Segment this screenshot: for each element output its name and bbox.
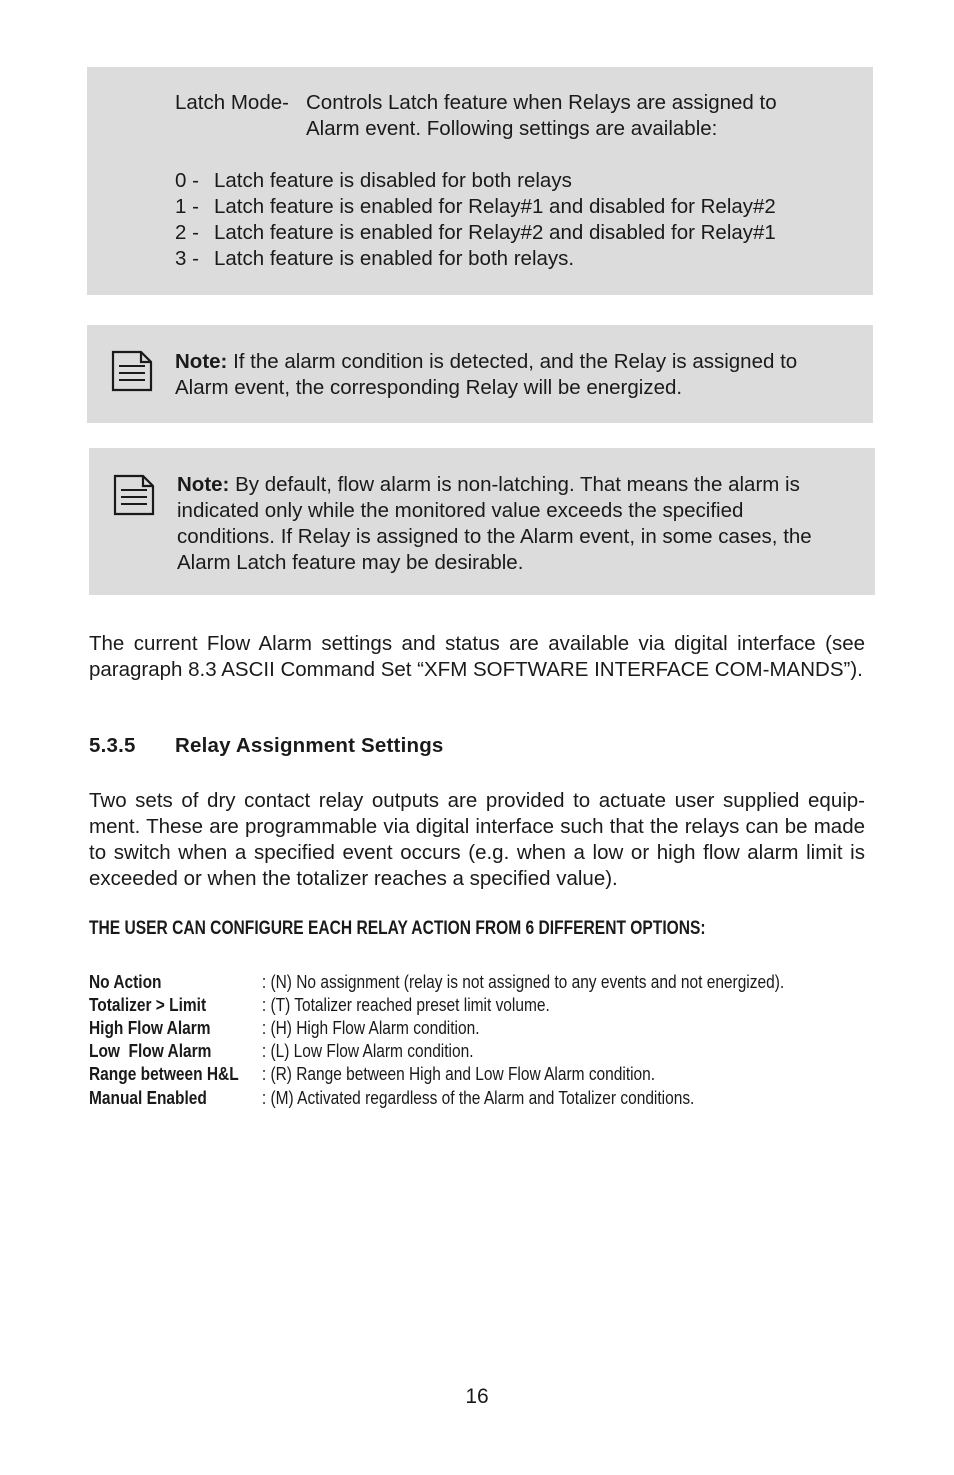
relay-option-name: Totalizer > Limit	[89, 995, 207, 1015]
latch-mode-label: Latch Mode-	[175, 91, 289, 114]
relay-option-desc: : (T) Totalizer reached preset limit volume.	[261, 995, 550, 1015]
note-text: Alarm event, the corresponding Relay will be energized.	[175, 376, 683, 399]
flow-alarm-paragraph: The current Flow Alarm settings and status are available via digital interface (see paragraph 8.3 ASCII Command Set “XFM SOFTWARE INTERFACE COM-MANDS”).	[89, 632, 865, 681]
note-line	[177, 472, 800, 498]
note-label: Note:	[177, 473, 230, 496]
latch-option-text: Latch feature is enabled for both relays.	[214, 247, 575, 270]
section-heading	[89, 734, 444, 758]
latch-option-num: 1 -	[175, 195, 199, 218]
latch-mode-desc-line2: Alarm event. Following settings are available:	[306, 117, 718, 140]
latch-option-num: 3 -	[175, 247, 199, 270]
relay-option-name: Low Flow Alarm	[89, 1041, 212, 1061]
note-document-icon	[111, 350, 153, 392]
latch-option-num: 2 -	[175, 221, 199, 244]
note-label: Note:	[175, 350, 228, 373]
relay-option-desc: : (N) No assignment (relay is not assigned to any events and not energized).	[261, 972, 785, 992]
note-document-icon	[113, 474, 155, 516]
relay-option-desc: : (R) Range between High and Low Flow Alarm condition.	[261, 1064, 656, 1084]
note-text: By default, flow alarm is non-latching. That means the alarm is	[235, 473, 800, 496]
latch-mode-desc-line1: Controls Latch feature when Relays are assigned to	[306, 91, 777, 114]
note-text: conditions. If Relay is assigned to the Alarm event, in some cases, the	[177, 525, 812, 548]
relay-option-name: Range between H&L	[89, 1064, 239, 1084]
relay-option-name: High Flow Alarm	[89, 1018, 211, 1038]
latch-option-num: 0 -	[175, 169, 199, 192]
relay-option-name: No Action	[89, 972, 162, 992]
section-title: Relay Assignment Settings	[175, 734, 444, 757]
page-number: 16	[465, 1385, 489, 1408]
relay-outputs-paragraph: Two sets of dry contact relay outputs are provided to actuate user supplied equip-ment. These are programmable via digital interface such that the relays can be made to switch when a specified event occurs (e.g. when a low or high flow alarm limit is exceeded or when the totalizer reaches a specified value).	[89, 789, 865, 890]
relay-option-name: Manual Enabled	[89, 1088, 207, 1108]
relay-option-desc: : (L) Low Flow Alarm condition.	[261, 1041, 474, 1061]
relay-option-desc: : (H) High Flow Alarm condition.	[261, 1018, 480, 1038]
note-text: Alarm Latch feature may be desirable.	[177, 551, 524, 574]
latch-option-text: Latch feature is disabled for both relays	[214, 169, 572, 192]
relay-option-desc: : (M) Activated regardless of the Alarm and Totalizer conditions.	[261, 1088, 695, 1108]
section-number: 5.3.5	[89, 734, 136, 757]
note-text: If the alarm condition is detected, and the Relay is assigned to	[233, 350, 798, 373]
note-line	[175, 349, 797, 375]
note-text: indicated only while the monitored value exceeds the specified	[177, 499, 744, 522]
latch-option-text: Latch feature is enabled for Relay#2 and disabled for Relay#1	[214, 221, 776, 244]
options-heading: THE USER CAN CONFIGURE EACH RELAY ACTION FROM 6 DIFFERENT OPTIONS:	[89, 918, 706, 939]
latch-option-text: Latch feature is enabled for Relay#1 and disabled for Relay#2	[214, 195, 776, 218]
